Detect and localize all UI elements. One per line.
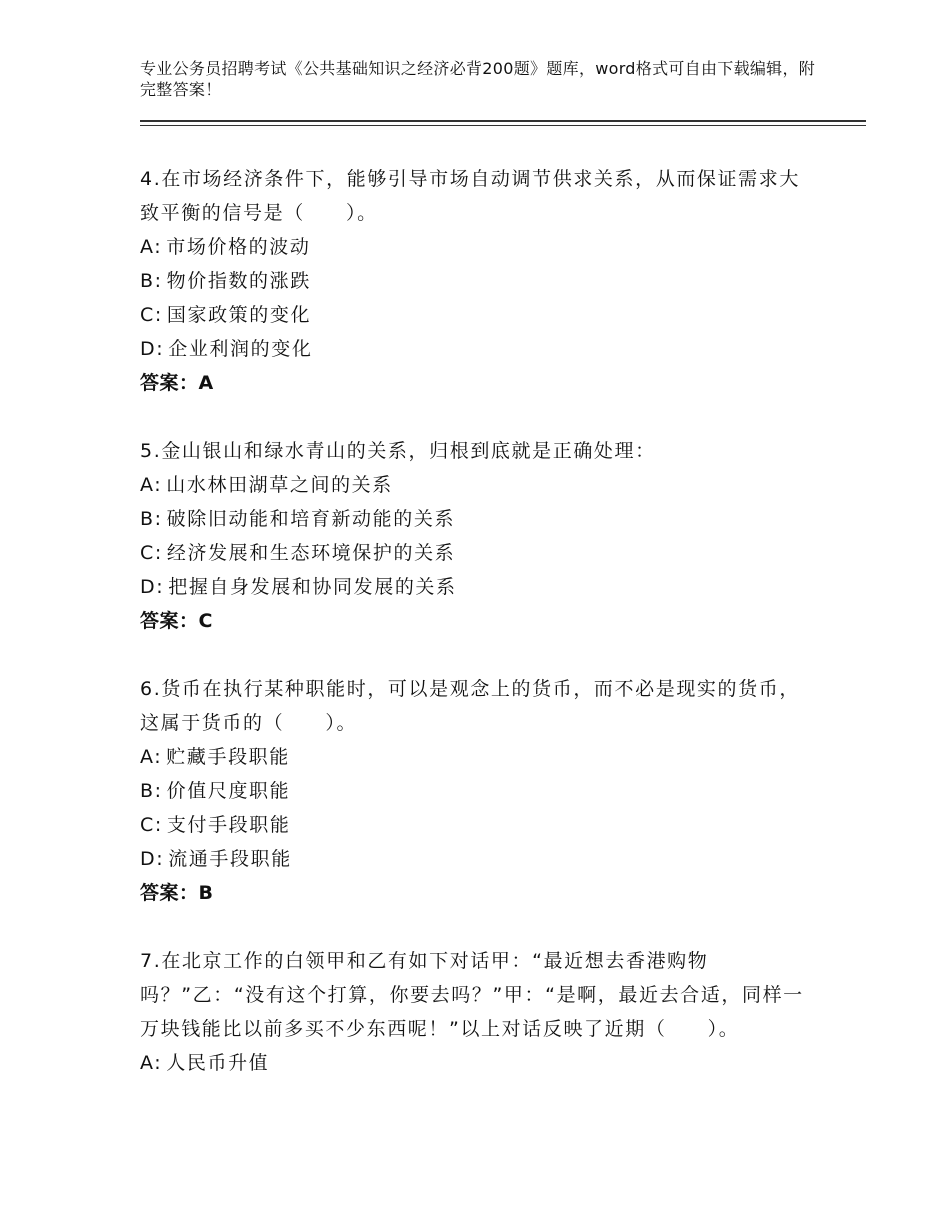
option-letter: A:: [140, 1052, 163, 1074]
question-stem: 6.货币在执行某种职能时，可以是观念上的货币，而不必是现实的货币，这属于货币的（ ）。: [140, 678, 800, 734]
option-d: [140, 842, 820, 876]
document-header: 专业公务员招聘考试《公共基础知识之经济必背200题》题库，word格式可自由下载编辑，附完整答案！: [140, 59, 816, 99]
option-text: 经济发展和生态环境保护的关系: [166, 542, 456, 564]
answer-label: 答案：C: [140, 610, 213, 632]
option-d: [140, 332, 820, 366]
option-text: 价值尺度职能: [166, 780, 291, 802]
option-c: [140, 808, 820, 842]
header-divider-thick: [140, 120, 866, 122]
question-stem: 7.在北京工作的白领甲和乙有如下对话甲：“最近想去香港购物吗？”乙：“没有这个打算，你要去吗？”甲：“是啊，最近去合适，同样一万块钱能比以前多买不少东西呢！”以上对话反映了近期（ ）。: [140, 950, 804, 1040]
option-a: [140, 230, 820, 264]
question-list: [140, 162, 820, 1114]
option-letter: A:: [140, 746, 163, 768]
option-b: [140, 774, 820, 808]
option-letter: C:: [140, 542, 163, 564]
option-text: 贮藏手段职能: [166, 746, 290, 768]
option-letter: D:: [140, 338, 165, 360]
option-letter: C:: [140, 814, 163, 836]
option-letter: B:: [140, 508, 163, 530]
option-d: [140, 570, 820, 604]
question-5: [140, 434, 820, 638]
question-6: [140, 672, 820, 910]
option-a: [140, 740, 820, 774]
option-text: 山水林田湖草之间的关系: [166, 474, 393, 496]
option-letter: B:: [140, 270, 163, 292]
option-c: [140, 536, 820, 570]
question-7: [140, 944, 820, 1080]
option-letter: C:: [140, 304, 163, 326]
option-c: [140, 298, 820, 332]
option-letter: A:: [140, 236, 163, 258]
header-divider-thin: [140, 125, 866, 126]
option-text: 国家政策的变化: [166, 304, 312, 326]
option-text: 企业利润的变化: [168, 338, 313, 360]
option-text: 物价指数的涨跌: [166, 270, 311, 292]
option-text: 市场价格的波动: [166, 236, 311, 258]
option-a: [140, 468, 820, 502]
option-text: 支付手段职能: [166, 814, 291, 836]
option-letter: D:: [140, 576, 165, 598]
option-b: [140, 502, 820, 536]
question-4: [140, 162, 820, 400]
option-text: 流通手段职能: [168, 848, 292, 870]
question-stem: 4.在市场经济条件下，能够引导市场自动调节供求关系，从而保证需求大致平衡的信号是（ ）。: [140, 168, 800, 224]
answer-label: 答案：A: [140, 372, 214, 394]
option-text: 把握自身发展和协同发展的关系: [168, 576, 457, 598]
option-text: 破除旧动能和培育新动能的关系: [166, 508, 456, 530]
option-text: 人民币升值: [166, 1052, 270, 1074]
option-b: [140, 264, 820, 298]
option-a: [140, 1046, 820, 1080]
question-stem: 5.金山银山和绿水青山的关系，归根到底就是正确处理：: [140, 440, 656, 462]
option-letter: B:: [140, 780, 163, 802]
option-letter: A:: [140, 474, 163, 496]
answer-label: 答案：B: [140, 882, 214, 904]
option-letter: D:: [140, 848, 165, 870]
